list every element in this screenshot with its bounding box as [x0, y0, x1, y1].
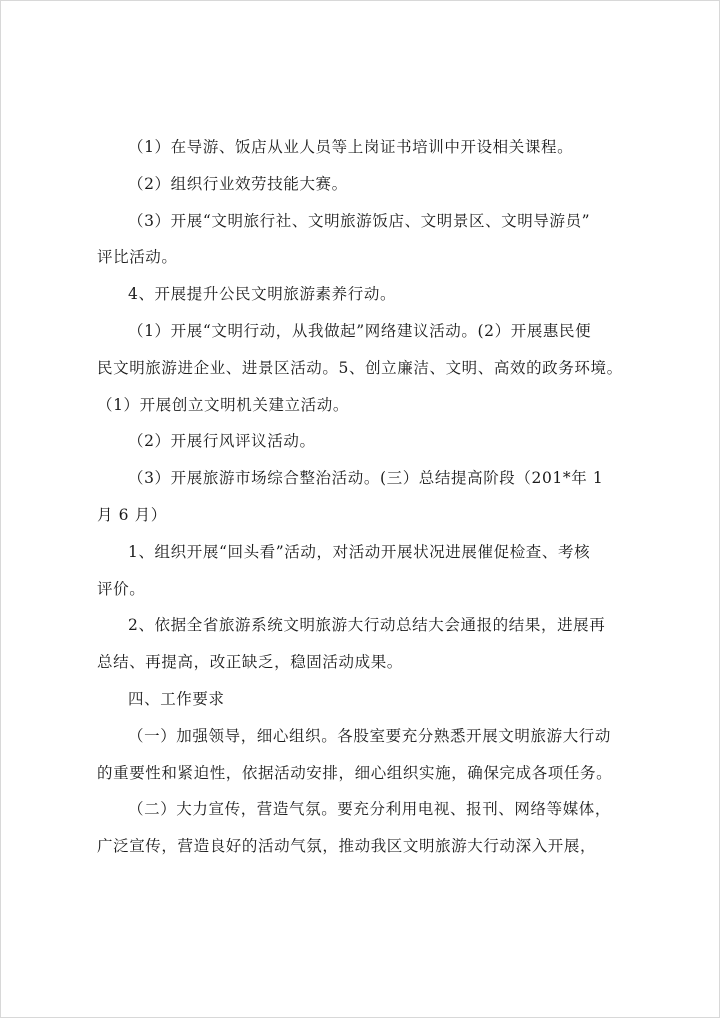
text-line: 评比活动。	[97, 248, 178, 267]
paragraph	[97, 129, 637, 166]
text-line: （1）在导游、饭店从业人员等上岗证书培训中开设相关课程。	[128, 138, 574, 156]
text-line: （3）开展“文明旅行社、文明旅游饭店、文明景区、文明导游员”	[128, 211, 591, 230]
paragraph	[97, 166, 637, 203]
text-line: 广泛宣传，营造良好的活动气氛，推动我区文明旅游大行动深入开展，	[97, 837, 597, 856]
text-line: 1、组织开展“回头看”活动，对活动开展状况进展催促检查、考核	[128, 542, 591, 561]
document-body	[97, 129, 637, 865]
text-line: 2、依据全省旅游系统文明旅游大行动总结大会通报的结果，进展再	[128, 616, 606, 635]
paragraph	[97, 534, 637, 608]
text-line: （二）大力宣传，营造气氛。要充分利用电视、报刊、网络等媒体，	[128, 800, 612, 819]
paragraph	[97, 313, 637, 423]
paragraph	[97, 607, 637, 681]
paragraph	[97, 276, 637, 313]
paragraph	[97, 460, 637, 534]
text-line: （2）开展行风评议活动。	[128, 432, 316, 451]
text-line: （2）组织行业效劳技能大赛。	[128, 174, 348, 193]
text-line: 民文明旅游进企业、进景区活动。5、创立廉洁、文明、高效的政务环境。	[97, 358, 623, 377]
paragraph	[97, 203, 637, 277]
text-line: 四、工作要求	[128, 689, 225, 708]
text-line: 月 6 月）	[97, 505, 167, 524]
paragraph	[97, 791, 637, 865]
text-line: （1）开展创立文明机关建立活动。	[97, 395, 349, 414]
text-line: 评价。	[97, 579, 146, 598]
text-line: （1）开展“文明行动，从我做起”网络建议活动。(2）开展惠民便	[128, 321, 592, 340]
text-line: （3）开展旅游市场综合整治活动。(三）总结提高阶段（201*年 1	[128, 469, 604, 488]
text-line: 4、开展提升公民文明旅游素养行动。	[128, 285, 397, 304]
section-heading	[97, 681, 637, 718]
text-line: （一）加强领导，细心组织。各股室要充分熟悉开展文明旅游大行动	[128, 726, 612, 745]
paragraph	[97, 718, 637, 792]
text-line: 的重要性和紧迫性，依据活动安排，细心组织实施，确保完成各项任务。	[97, 763, 613, 782]
text-line: 总结、再提高，改正缺乏，稳固活动成果。	[97, 653, 403, 672]
paragraph	[97, 423, 637, 460]
